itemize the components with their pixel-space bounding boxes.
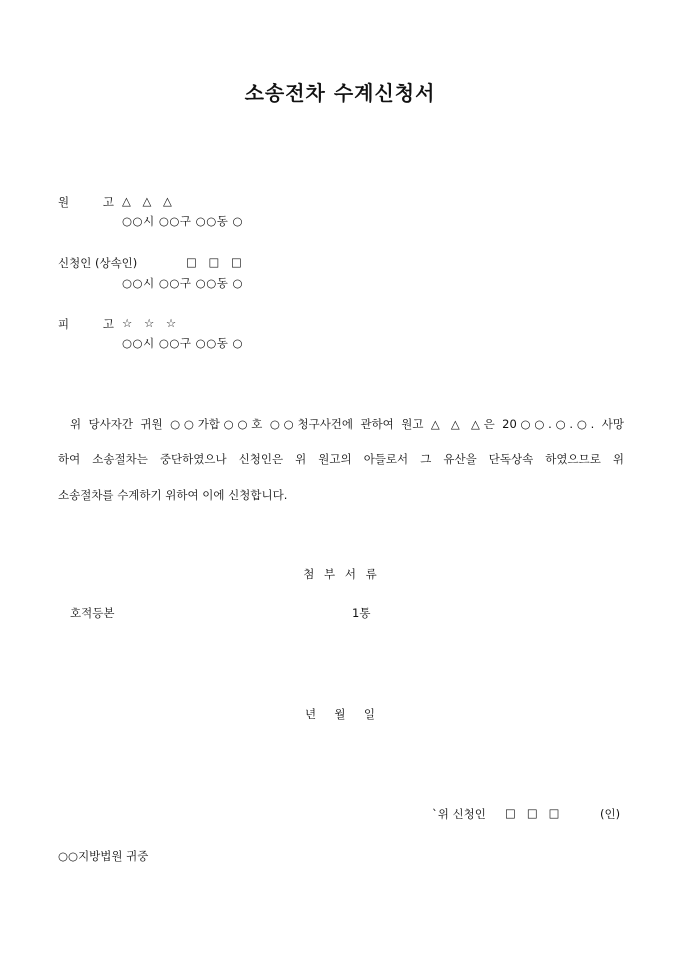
document-title: 소송전차 수계신청서 (244, 81, 436, 105)
applicant-address: ○○시 ○○구 ○○동 ○ (122, 276, 244, 290)
applicant-name: □ □ □ (186, 255, 246, 269)
defendant-label (58, 316, 118, 332)
plaintiff-address: ○○시 ○○구 ○○동 ○ (122, 214, 244, 228)
defendant-label-text: 피 고 (58, 317, 114, 331)
plaintiff-label-text: 원 고 (58, 195, 114, 209)
defendant-name: ☆ ☆ ☆ (122, 316, 181, 330)
defendant-address: ○○시 ○○구 ○○동 ○ (122, 336, 244, 350)
attachment-item-count: 1통 (352, 606, 371, 620)
signature-seal: (인) (600, 807, 621, 821)
body-line-3: 소송절차를 수계하기 위하여 이에 신청합니다. (58, 488, 288, 502)
attachment-item-name: 호적등본 (70, 606, 115, 620)
signature-prefix: `위 신청인 (432, 807, 486, 821)
plaintiff-name: △ △ △ (122, 194, 176, 208)
applicant-label: 신청인 (상속인) (58, 256, 138, 270)
body-line-2: 하여 소송절차는 중단하였으나 신청인은 위 원고의 아들로서 그 유산을 단독상속 하였으므로 위 (58, 452, 624, 466)
court-addressee: ○○지방법원 귀중 (58, 849, 149, 863)
signature-name: □ □ □ (505, 806, 560, 820)
date-line: 년 월 일 (305, 707, 375, 721)
plaintiff-label (58, 194, 118, 210)
body-line-1: 위 당사자간 귀원 ○○가합○○호 ○○청구사건에 관하여 원고 △ △ △은 20○○.○.○. 사망 (70, 417, 624, 431)
attachments-heading: 첨 부 서 류 (303, 567, 377, 581)
